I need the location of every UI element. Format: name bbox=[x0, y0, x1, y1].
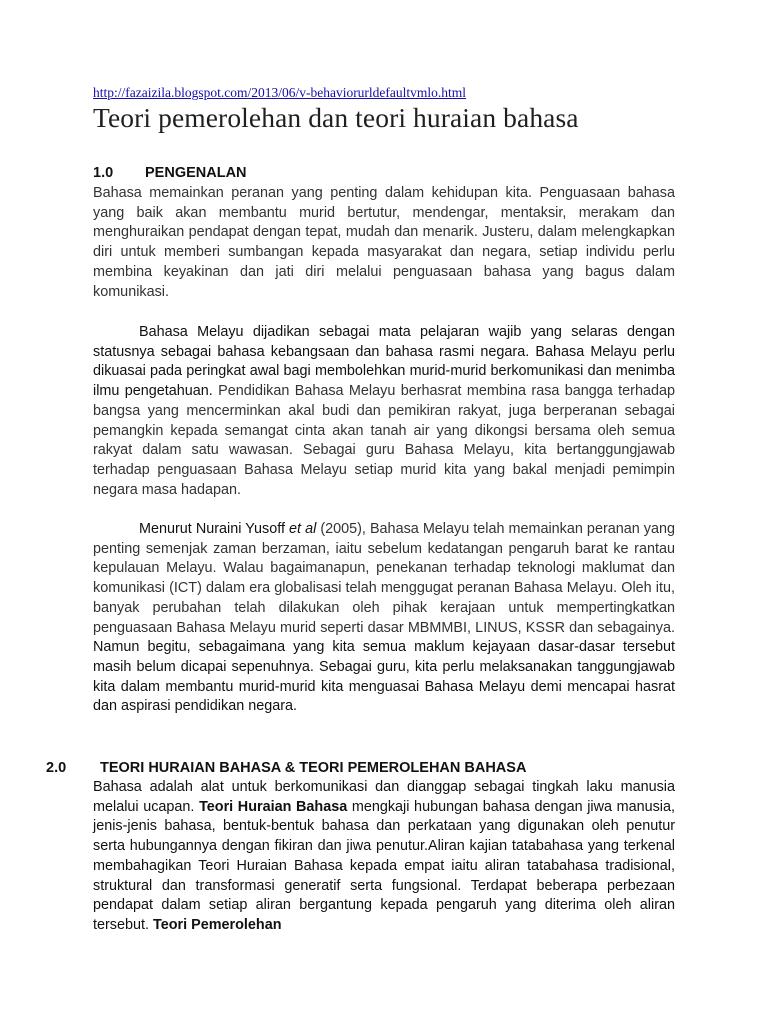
section-2-paragraph-1-part-a: Bahasa adalah alat untuk berkomunikasi dan dianggap sebagai tingkah laku manusia melalui ucapan. bbox=[93, 779, 675, 815]
section-1-paragraph-1: Bahasa memainkan peranan yang penting dalam kehidupan kita. Penguasaan bahasa yang baik akan membantu murid bertutur, mendengar, mentaksir, merakam dan menghuraikan pendapat dengan tepat, mudah dan menarik. Justeru, dalam melengkapkan diri untuk memberi sumbangan kepada masyarakat dan negara, setiap individu perlu membina keyakinan dan jati diri melalui penguasaan bahasa yang bagus dalam komunikasi. bbox=[93, 185, 675, 300]
section-1-heading bbox=[93, 165, 247, 181]
section-1-paragraph-2-part-a: Bahasa Melayu dijadikan sebagai mata pelajaran wajib yang selaras dengan statusnya sebagai bahasa kebangsaan dan bahasa rasmi negara. Bahasa Melayu perlu dikuasai pada peringkat awal bagi membolehkan murid-murid berkomunikasi dan menimba ilmu pengetahuan. bbox=[93, 324, 675, 400]
section-1-paragraph-2 bbox=[93, 323, 675, 500]
section-2-title: TEORI HURAIAN BAHASA & TEORI PEMEROLEHAN BAHASA bbox=[100, 760, 527, 776]
section-2-paragraph-1-bold-1: Teori Huraian Bahasa bbox=[199, 798, 348, 815]
section-1-paragraph-2-part-b: Pendidikan Bahasa Melayu berhasrat membina rasa bangga terhadap bangsa yang mencerminkan akal budi dan pemikiran rakyat, juga berperanan sebagai pemangkin kepada semangat cinta akan tanah air yang dikongsi bersama oleh semua rakyat dalam satu wawasan. Sebagai guru Bahasa Melayu, kita bertanggungjawab terhadap penguasaan Bahasa Melayu setiap murid kita yang bakal menjadi pemimpin negara masa hadapan. bbox=[93, 383, 675, 498]
section-2-heading bbox=[46, 760, 526, 776]
section-1-paragraph-3 bbox=[93, 520, 675, 717]
document-title: Teori pemerolehan dan teori huraian bahasa bbox=[93, 102, 579, 133]
section-2-paragraph-1-part-b: mengkaji hubungan bahasa dengan jiwa manusia, jenis-jenis bahasa, bentuk-bentuk bahasa dan perkataan yang digunakan oleh penutur serta hubungannya dengan fikiran dan jiwa penutur.Aliran kajian tatabahasa yang terkenal membahagikan Teori Huraian Bahasa kepada empat iaitu aliran tatabahasa tradisional, struktural dan transformasi generatif serta fungsional. Terdapat beberapa perbezaan pendapat dalam setiap aliran bergantung kepada pengaruh yang diterima oleh aliran tersebut. bbox=[93, 798, 676, 933]
section-1-paragraph-3-italic: et al bbox=[289, 521, 317, 537]
section-1-paragraph-3-part-a: Menurut Nuraini Yusoff bbox=[139, 521, 290, 537]
section-1-title: PENGENALAN bbox=[145, 165, 247, 181]
section-1-paragraph-3-part-b: (2005), Bahasa Melayu telah memainkan peranan yang penting semenjak zaman berzaman, iaitu sebelum kedatangan pengaruh barat ke rantau kepulauan Melayu. Walau bagaimanapun, penekanan terhadap teknologi maklumat dan komunikasi (ICT) dalam era globalisasi telah menggugat peranan Bahasa Melayu. Oleh itu, banyak perubahan telah dilakukan oleh pihak kerajaan untuk mempertingkatkan penguasaan Bahasa Melayu murid seperti dasar MBMMBI, LINUS, KSSR dan sebagainya. bbox=[93, 521, 676, 636]
section-1-number: 1.0 bbox=[93, 165, 114, 181]
section-2-paragraph-1 bbox=[93, 778, 675, 936]
section-2-number: 2.0 bbox=[46, 760, 67, 776]
source-link[interactable]: http://fazaizila.blogspot.com/2013/06/v-behaviorurldefaultvmlo.html bbox=[93, 85, 467, 100]
section-1-paragraph-3-part-c: Namun begitu, sebagaimana yang kita semua maklum kejayaan dasar-dasar tersebut masih belum dicapai sepenuhnya. Sebagai guru, kita perlu melaksanakan tanggungjawab kita dalam membantu murid-murid kita menguasai Bahasa Melayu demi mencapai hasrat dan aspirasi pendidikan negara. bbox=[93, 639, 675, 715]
section-2-paragraph-1-bold-2: Teori Pemerolehan bbox=[153, 916, 282, 933]
